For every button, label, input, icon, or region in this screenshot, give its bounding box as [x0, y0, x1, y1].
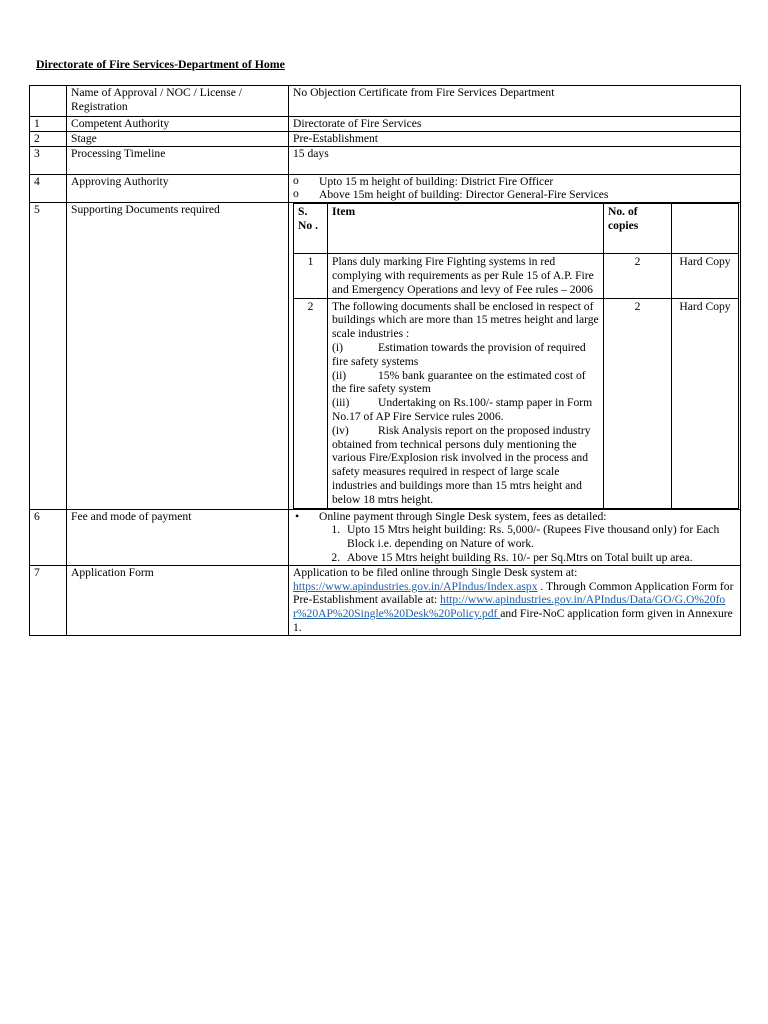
doc-item: Plans duly marking Fire Fighting systems in red complying with requirements as per Rule 15 of A.P. Fire and Emergency Operations and levy of Fee rules – 2006 — [328, 254, 604, 298]
single-desk-link[interactable]: https://www.apindustries.gov.in/APIndus/Index.aspx — [293, 579, 538, 593]
doc-type: Hard Copy — [672, 254, 739, 298]
fee-sub-list — [293, 523, 736, 564]
sub-text: Undertaking on Rs.100/- stamp paper in Form No.17 of AP Fire Service rules 2006. — [332, 396, 593, 423]
row-stage — [30, 131, 741, 146]
list-item: o Upto 15 m height of building: District Fire Officer — [293, 175, 736, 189]
row-num: 1 — [30, 117, 67, 132]
documents-header — [294, 204, 739, 254]
list-item: o Above 15m height of building: Director General-Fire Services — [293, 188, 736, 202]
row-fee-payment — [30, 509, 741, 565]
row-label: Competent Authority — [67, 117, 289, 132]
page-heading: Directorate of Fire Services-Department of Home — [36, 57, 285, 71]
doc-intro: The following documents shall be enclosed in respect of buildings which are more than 15 metres height and large scale industries : — [332, 299, 599, 341]
row-value — [289, 565, 741, 635]
row-value: Directorate of Fire Services — [289, 117, 741, 132]
row-value: No Objection Certificate from Fire Services Department — [289, 86, 741, 117]
row-label: Application Form — [67, 565, 289, 635]
row-competent-authority — [30, 117, 741, 132]
sub-tag: (ii) — [332, 368, 347, 382]
header-item: Item — [328, 204, 604, 254]
row-approving-authority — [30, 174, 741, 203]
row-label: Processing Timeline — [67, 146, 289, 174]
row-value: 15 days — [289, 146, 741, 174]
doc-sub-item — [332, 396, 599, 424]
sub-text: Risk Analysis report on the proposed industry obtained from technical persons duly mentioning the various Fire/Explosion risk involved in the process and safety measures required in respect of large scale industries and buildings more than 15 mtrs height and below 18 mtrs height. — [332, 423, 591, 506]
application-text-1: Application to be filed online through Single Desk system at: — [293, 565, 578, 579]
row-label: Approving Authority — [67, 174, 289, 203]
fee-bullet: Online payment through Single Desk system, fees as detailed: — [319, 509, 607, 523]
sub-text: Estimation towards the provision of required fire safety systems — [332, 340, 586, 368]
row-num: 2 — [30, 131, 67, 146]
row-num: 6 — [30, 509, 67, 565]
header-type — [672, 204, 739, 254]
table-row — [294, 298, 739, 508]
row-num: 5 — [30, 203, 67, 509]
row-num: 4 — [30, 174, 67, 203]
sub-tag: (iii) — [332, 396, 350, 410]
row-num: 7 — [30, 565, 67, 635]
row-value — [289, 174, 741, 203]
doc-sno: 2 — [294, 298, 328, 508]
approval-table — [29, 85, 741, 636]
application-text-3: and Fire-NoC application form given in Annexure 1. — [293, 607, 733, 634]
row-label: Fee and mode of payment — [67, 509, 289, 565]
row-num — [30, 86, 67, 117]
doc-type: Hard Copy — [672, 298, 739, 508]
fee-list — [293, 510, 736, 565]
table-row — [294, 254, 739, 298]
row-value — [289, 509, 741, 565]
documents-table — [293, 203, 739, 508]
doc-copies: 2 — [604, 298, 672, 508]
doc-copies: 2 — [604, 254, 672, 298]
header-copies: No. of copies — [604, 204, 672, 254]
row-label: Supporting Documents required — [67, 203, 289, 509]
row-supporting-documents — [30, 203, 741, 509]
doc-sub-item — [332, 424, 599, 507]
row-name — [30, 86, 741, 117]
row-processing-timeline — [30, 146, 741, 174]
row-value: Pre-Establishment — [289, 131, 741, 146]
sub-text: 15% bank guarantee on the estimated cost of the fire safety system — [332, 368, 586, 396]
row-num: 3 — [30, 146, 67, 174]
list-item: 1. Upto 15 Mtrs height building: Rs. 5,000/- (Rupees Five thousand only) for Each Block i.e. depending on Nature of work. — [343, 523, 736, 551]
doc-sub-item — [332, 341, 599, 369]
row-label: Stage — [67, 131, 289, 146]
header-sno: S. No . — [294, 204, 328, 254]
application-text-2: . Through Common Application Form for Pre-Establishment available at: — [293, 579, 734, 607]
doc-item — [328, 298, 604, 508]
row-value — [289, 203, 741, 509]
sub-tag: (i) — [332, 340, 343, 354]
doc-sub-item — [332, 369, 599, 397]
policy-pdf-link[interactable]: http://www.apindustries.gov.in/APIndus/Data/GO/G.O%20for%20AP%20Single%20Desk%20Policy.pdf — [293, 593, 726, 621]
doc-sno: 1 — [294, 254, 328, 298]
list-item: 2. Above 15 Mtrs height building Rs. 10/- per Sq.Mtrs on Total built up area. — [343, 551, 736, 565]
row-application-form — [30, 565, 741, 635]
sub-tag: (iv) — [332, 423, 349, 437]
approving-authority-list — [293, 175, 736, 203]
row-label: Name of Approval / NOC / License / Registration — [67, 86, 289, 117]
list-item — [293, 510, 736, 565]
